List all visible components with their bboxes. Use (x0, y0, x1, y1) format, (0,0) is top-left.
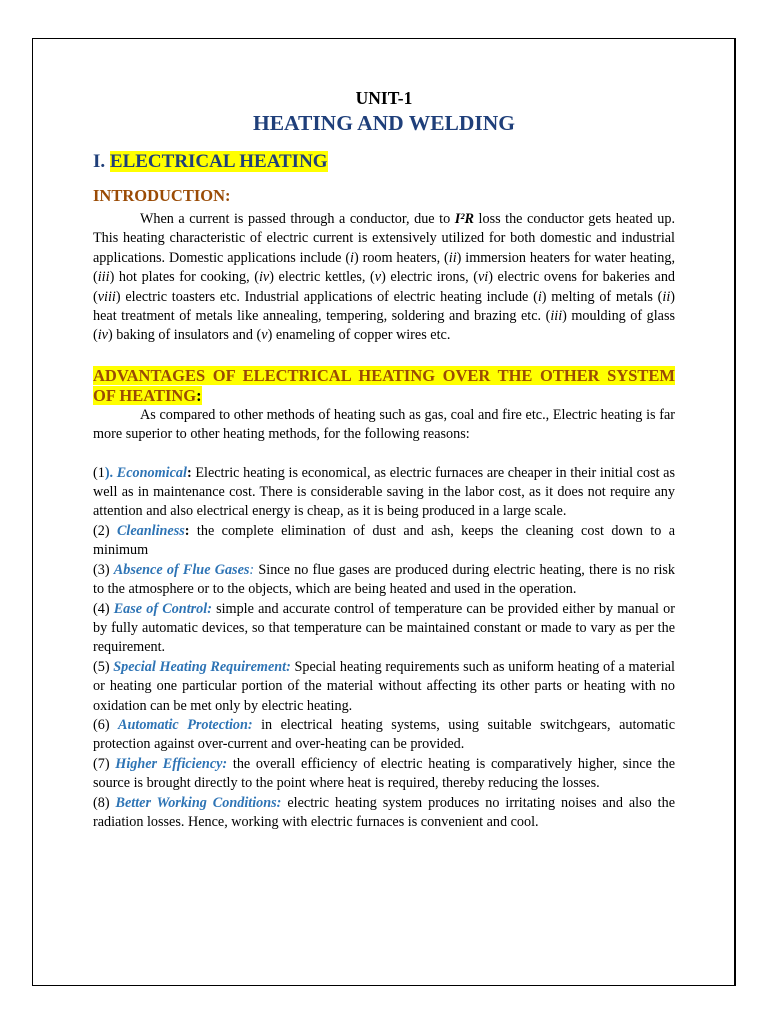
advantage-item-automatic-protection: (6) Automatic Protection: in electrical heating systems, using suitable switchgears, automatic protection against over-current and over-heating can be provided. (93, 716, 676, 753)
advantage-item-ease-of-control: (4) Ease of Control: simple and accurate control of temperature can be provided either by manual or by fully automatic devices, so that temperature can be maintained constant or made to vary as per the requirement. (93, 600, 675, 656)
formula: I²R (454, 211, 474, 227)
advantages-heading: ADVANTAGES OF ELECTRICAL HEATING OVER THE OTHER SYSTEM OF HEATING: (93, 365, 675, 405)
section-title: ELECTRICAL HEATING (109, 151, 328, 172)
section-heading (93, 151, 675, 173)
advantages-intro: As compared to other methods of heating such as gas, coal and fire etc., Electric heating is far more superior to other heating methods, for the following reasons: (93, 406, 675, 443)
document-content (93, 84, 675, 832)
introduction-paragraph: When a current is passed through a conductor, due to I²R loss the conductor gets heated up. This heating characteristic of electric current is extensively utilized for both domestic and industrial applications. Domestic applications include (i) room heaters, (ii) immersion heaters for water heating, (iii) hot plates for cooking, (iv) electric kettles, (v) electric irons, (vi) electric ovens for bakeries and (viii) electric toasters etc. Industrial applications of electric heating include (i) melting of metals (ii) heat treatment of metals like annealing, tempering, soldering and brazing etc. (iii) moulding of glass (iv) baking of insulators and (v) enameling of copper wires etc. (93, 211, 676, 344)
advantage-item-higher-efficiency: (7) Higher Efficiency: the overall efficiency of electric heating is comparatively higher, since the source is brought directly to the point where heat is required, thereby reducing the losses. (93, 755, 675, 792)
advantage-item-cleanliness: (2) Cleanliness: the complete elimination of dust and ash, keeps the cleaning cost down to a minimum (93, 522, 675, 559)
section-number: I. (93, 151, 106, 172)
advantage-item-flue-gases: (3) Absence of Flue Gases: Since no flue gases are produced during electric heating, there is no risk to the atmosphere or to the objects, which are being heated and used in the operation. (93, 561, 676, 598)
advantage-item-special-heating: (5) Special Heating Requirement: Special heating requirements such as uniform heating of a material or heating one particular portion of the material without affecting its other parts or heating with no oxidation can be met only by electric heating. (93, 658, 675, 714)
advantage-item-working-conditions: (8) Better Working Conditions: electric heating system produces no irritating noises and also the radiation losses. Hence, working with electric furnaces is convenient and cool. (93, 794, 676, 830)
introduction-heading: INTRODUCTION: (93, 186, 231, 205)
advantage-item-economical: (1). Economical: Electric heating is economical, as electric furnaces are cheaper in their initial cost as well as in maintenance cost. There is considerable saving in the labor cost, as it does not require any attention and also electrical energy is cheap, as it is being produced in a large scale. (93, 464, 675, 520)
unit-label: UNIT-1 (355, 88, 413, 108)
document-title: HEATING AND WELDING (252, 111, 516, 135)
